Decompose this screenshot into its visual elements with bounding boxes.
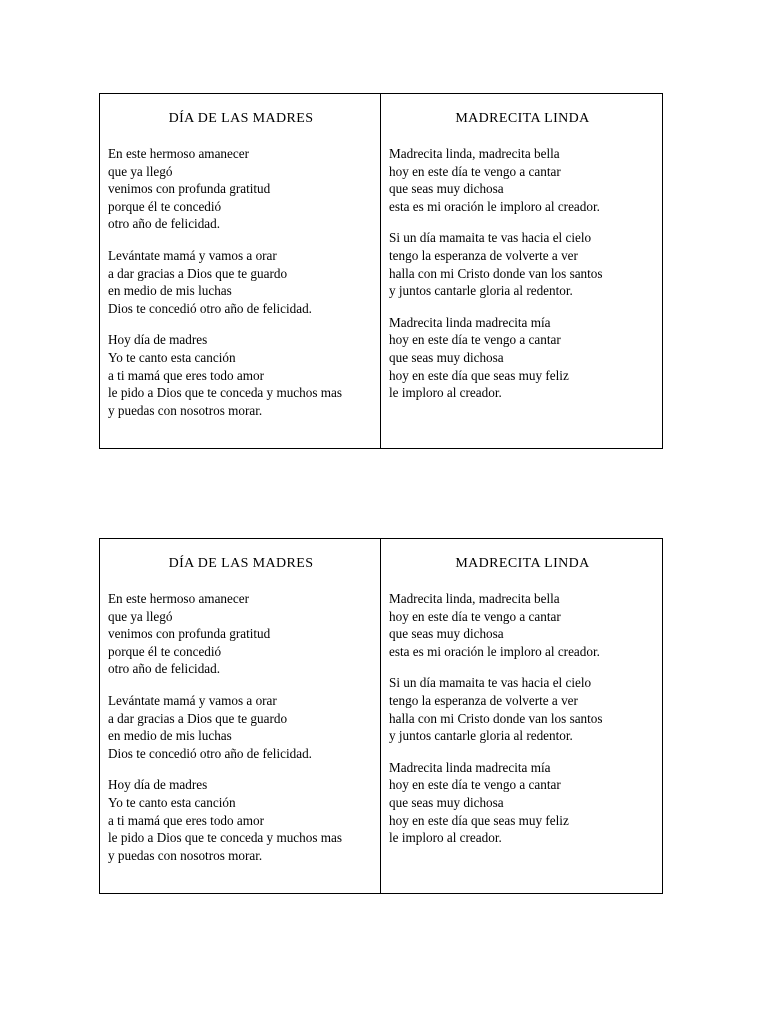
poem-line: otro año de felicidad. xyxy=(108,661,221,677)
poem-line: porque él te concedió xyxy=(108,643,222,659)
poem-line: que seas muy dichosa xyxy=(389,626,504,642)
poem-line: que ya llegó xyxy=(108,608,173,624)
poem-line: a dar gracias a Dios que te guardo xyxy=(108,265,288,281)
stanza xyxy=(108,590,374,678)
stanza xyxy=(108,331,374,419)
poem-line: hoy en este día te vengo a cantar xyxy=(389,608,561,624)
poem-title: DÍA DE LAS MADRES xyxy=(168,111,314,126)
poem-line: Yo te canto esta canción xyxy=(108,349,236,365)
stanza xyxy=(108,247,374,317)
poem-line: tengo la esperanza de volverte a ver xyxy=(389,692,578,708)
poem-line: En este hermoso amanecer xyxy=(108,146,249,161)
stanza xyxy=(108,776,374,864)
poem-line: y puedas con nosotros morar. xyxy=(108,847,263,863)
poem-line: Madrecita linda, madrecita bella xyxy=(389,591,560,606)
poem-title: MADRECITA LINDA xyxy=(455,556,590,571)
poem-line: a ti mamá que eres todo amor xyxy=(108,367,264,383)
poem-title: MADRECITA LINDA xyxy=(455,111,590,126)
poem-line: que seas muy dichosa xyxy=(389,349,504,365)
poem-line: hoy en este día te vengo a cantar xyxy=(389,777,561,793)
poem-line: hoy en este día te vengo a cantar xyxy=(389,332,561,348)
poem-line: que seas muy dichosa xyxy=(389,181,504,197)
stanza xyxy=(389,674,656,744)
poem-line: y juntos cantarle gloria al redentor. xyxy=(389,283,573,299)
poem-line: a dar gracias a Dios que te guardo xyxy=(108,710,288,726)
poem-stanzas xyxy=(108,145,374,419)
poem-line: Si un día mamaita te vas hacia el cielo xyxy=(389,675,592,691)
poem-line: venimos con profunda gratitud xyxy=(108,181,271,197)
poem-title: DÍA DE LAS MADRES xyxy=(168,556,314,571)
poem-line: Dios te concedió otro año de felicidad. xyxy=(108,300,312,316)
stanza xyxy=(108,145,374,233)
stanza xyxy=(389,759,656,847)
poem-line: en medio de mis luchas xyxy=(108,728,232,744)
poem-line: y puedas con nosotros morar. xyxy=(108,402,263,418)
poem-line: Levántate mamá y vamos a orar xyxy=(108,247,277,263)
poem-line: esta es mi oración le imploro al creador. xyxy=(389,643,600,659)
stanza xyxy=(389,590,656,660)
poem-stanzas xyxy=(108,590,374,864)
poem-dia-de-las-madres xyxy=(100,539,381,893)
poem-line: venimos con profunda gratitud xyxy=(108,626,271,642)
poem-line: le imploro al creador. xyxy=(389,385,502,401)
poem-line: halla con mi Cristo donde van los santos xyxy=(389,710,603,726)
poem-card-1 xyxy=(99,93,663,449)
poem-line: tengo la esperanza de volverte a ver xyxy=(389,247,578,263)
poem-line: hoy en este día que seas muy feliz xyxy=(389,812,569,828)
poem-madrecita-linda xyxy=(381,94,662,448)
poem-line: esta es mi oración le imploro al creador. xyxy=(389,198,600,214)
poem-line: le imploro al creador. xyxy=(389,830,502,846)
poem-line: Madrecita linda madrecita mía xyxy=(389,314,551,330)
stanza xyxy=(389,145,656,215)
poem-line: que seas muy dichosa xyxy=(389,794,504,810)
poem-line: Hoy día de madres xyxy=(108,777,208,793)
poem-card-2 xyxy=(99,538,663,894)
poem-line: Madrecita linda madrecita mía xyxy=(389,759,551,775)
poem-stanzas xyxy=(389,590,656,847)
poem-line: hoy en este día que seas muy feliz xyxy=(389,367,569,383)
poem-line: Levántate mamá y vamos a orar xyxy=(108,692,277,708)
poem-stanzas xyxy=(389,145,656,402)
poem-line: y juntos cantarle gloria al redentor. xyxy=(389,728,573,744)
poem-line: Si un día mamaita te vas hacia el cielo xyxy=(389,230,592,246)
poem-line: le pido a Dios que te conceda y muchos mas xyxy=(108,830,343,846)
poem-line: le pido a Dios que te conceda y muchos mas xyxy=(108,385,343,401)
poem-line: que ya llegó xyxy=(108,163,173,179)
stanza xyxy=(389,229,656,299)
poem-line: porque él te concedió xyxy=(108,198,222,214)
poem-madrecita-linda xyxy=(381,539,662,893)
stanza xyxy=(389,314,656,402)
poem-line: En este hermoso amanecer xyxy=(108,591,249,606)
poem-line: Yo te canto esta canción xyxy=(108,794,236,810)
poem-line: hoy en este día te vengo a cantar xyxy=(389,163,561,179)
poem-line: Hoy día de madres xyxy=(108,332,208,348)
poem-dia-de-las-madres xyxy=(100,94,381,448)
poem-line: Madrecita linda, madrecita bella xyxy=(389,146,560,161)
poem-line: otro año de felicidad. xyxy=(108,216,221,232)
poem-line: Dios te concedió otro año de felicidad. xyxy=(108,745,312,761)
poem-line: halla con mi Cristo donde van los santos xyxy=(389,265,603,281)
poem-line: a ti mamá que eres todo amor xyxy=(108,812,264,828)
poem-line: en medio de mis luchas xyxy=(108,283,232,299)
stanza xyxy=(108,692,374,762)
